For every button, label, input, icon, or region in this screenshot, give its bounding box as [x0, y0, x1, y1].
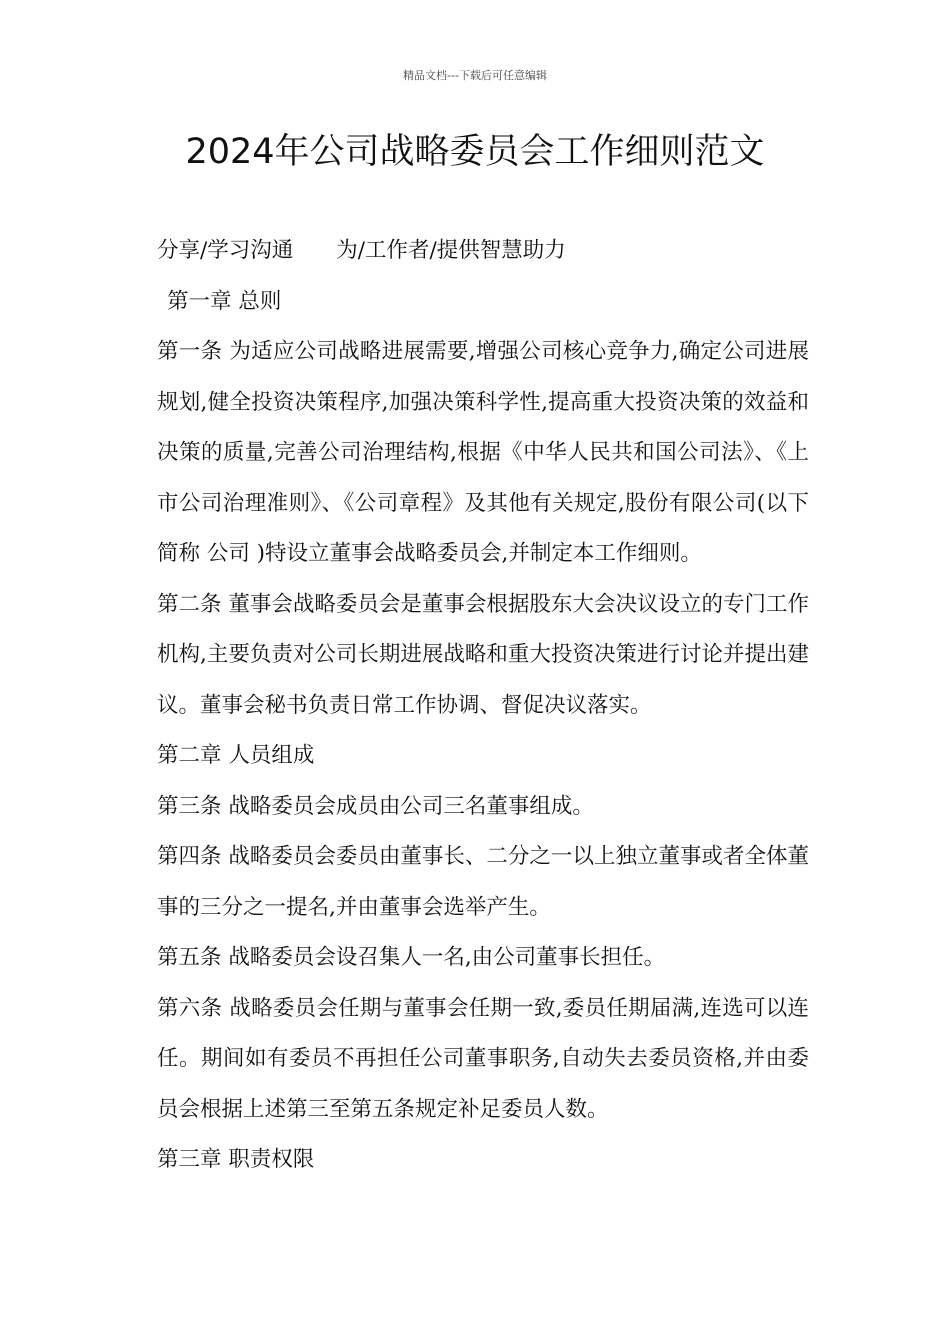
document-body [145, 226, 809, 1186]
chapter-heading: 第三章 职责权限 [157, 1147, 315, 1172]
chapter-heading: 第一章 总则 [167, 288, 282, 314]
article-paragraph: 第五条 战略委员会设召集人一名,由公司董事长担任。 [157, 945, 666, 970]
article-paragraph: 第三条 战略委员会成员由公司三名董事组成。 [157, 793, 594, 819]
article-paragraph: 第六条 战略委员会任期与董事会任期一致,委员任期届满,连选可以连任。期间如有委员不再担任公司董事职务,自动失去委员资格,并由委员会根据上述第三至第五条规定补足委员人数。 [157, 995, 809, 1122]
header-note: 精品文档---下载后可任意编辑 [403, 69, 547, 82]
chapter-heading: 第二章 人员组成 [157, 743, 315, 768]
intro-line: 分享/学习沟通 为/工作者/提供智慧助力 [157, 238, 566, 263]
article-paragraph: 第四条 战略委员会委员由董事长、二分之一以上独立董事或者全体董事的三分之一提名,并由董事会选举产生。 [157, 844, 809, 920]
article-paragraph: 第一条 为适应公司战略进展需要,增强公司核心竞争力,确定公司进展规划,健全投资决策程序,加强决策科学性,提高重大投资决策的效益和决策的质量,完善公司治理结构,根据《中华人民共和国公司法》、《上市公司治理准则》、《公司章程》及其他有关规定,股份有限公司(以下简称 公司 )特设立董事会战略委员会,并制定本工作细则。 [157, 339, 809, 566]
article-paragraph: 第二条 董事会战略委员会是董事会根据股东大会决议设立的专门工作机构,主要负责对公司长期进展战略和重大投资决策进行讨论并提出建议。董事会秘书负责日常工作协调、督促决议落实。 [157, 591, 809, 718]
document-title: 2024年公司战略委员会工作细则范文 [185, 132, 765, 172]
